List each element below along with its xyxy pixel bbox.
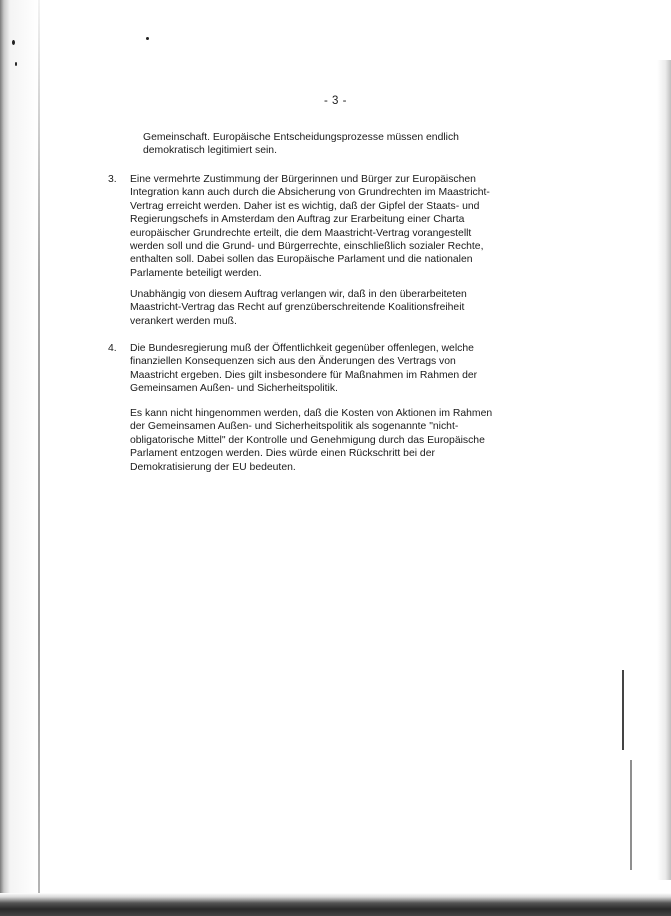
scan-right-shadow bbox=[657, 60, 671, 880]
text-line: Demokratisierung der EU bedeuten. bbox=[130, 461, 296, 473]
text-line: Gemeinsamen Außen- und Sicherheitspolitik. bbox=[130, 383, 338, 395]
text-line: Integration kann auch durch die Absicherung von Grundrechten im Maastricht- bbox=[130, 187, 490, 199]
text-line: verankert werden muß. bbox=[130, 315, 237, 327]
text-line: Regierungschefs in Amsterdam den Auftrag zur Erarbeitung einer Charta bbox=[130, 214, 465, 226]
text-line: Parlamente beteiligt werden. bbox=[130, 267, 262, 279]
item-number: 3. bbox=[108, 174, 117, 185]
text-line: finanziellen Konsequenzen sich aus den Änderungen des Vertrags von bbox=[130, 356, 456, 368]
intro-paragraph bbox=[143, 131, 459, 158]
scan-left-shadow bbox=[0, 0, 38, 916]
text-line: Es kann nicht hingenommen werden, daß die Kosten von Aktionen im Rahmen bbox=[130, 408, 493, 419]
scan-right-mark bbox=[630, 760, 632, 870]
text-line: Parlament entzogen werden. Dies würde einen Rückschritt bei der bbox=[130, 448, 435, 460]
item-3-paragraph-2 bbox=[130, 288, 467, 328]
text-line: Maastricht-Vertrag das Recht auf grenzüberschreitende Koalitionsfreiheit bbox=[130, 302, 465, 314]
scan-speck bbox=[12, 40, 15, 45]
text-line: Eine vermehrte Zustimmung der Bürgerinnen und Bürger zur Europäischen bbox=[130, 174, 476, 185]
item-3-paragraph-1 bbox=[130, 173, 490, 280]
text-line: europäischer Grundrechte erteilt, die dem Maastricht-Vertrag vorangestellt bbox=[130, 227, 472, 239]
item-4-paragraph-2 bbox=[130, 407, 492, 474]
item-4-paragraph-1 bbox=[130, 342, 477, 396]
text-line: Gemeinschaft. Europäische Entscheidungsprozesse müssen endlich bbox=[143, 132, 459, 143]
page-number: - 3 - bbox=[324, 95, 347, 107]
item-number: 4. bbox=[108, 343, 117, 354]
scan-speck bbox=[146, 37, 149, 40]
scan-speck bbox=[15, 62, 17, 66]
text-line: Unabhängig von diesem Auftrag verlangen wir, daß in den überarbeiteten bbox=[130, 289, 467, 300]
text-line: werden soll und die Grund- und Bürgerrechte, einschließlich sozialer Rechte, bbox=[130, 241, 484, 253]
text-line: Vertrag erreicht werden. Daher ist es wichtig, daß der Gipfel der Staats- und bbox=[130, 200, 480, 212]
text-line: der Gemeinsamen Außen- und Sicherheitspolitik als sogenannte "nicht- bbox=[130, 421, 459, 433]
text-line: Maastricht ergeben. Dies gilt insbesondere für Maßnahmen im Rahmen der bbox=[130, 369, 478, 381]
text-line: enthalten soll. Dabei sollen das Europäische Parlament und die nationalen bbox=[130, 254, 473, 266]
scan-bottom-edge bbox=[0, 893, 671, 916]
text-line: Die Bundesregierung muß der Öffentlichkeit gegenüber offenlegen, welche bbox=[130, 343, 474, 354]
scan-left-edge-line bbox=[38, 0, 40, 900]
text-line: obligatorische Mittel" der Kontrolle und Genehmigung durch das Europäische bbox=[130, 434, 485, 446]
scan-right-mark bbox=[622, 670, 624, 750]
text-line: demokratisch legitimiert sein. bbox=[143, 145, 277, 157]
